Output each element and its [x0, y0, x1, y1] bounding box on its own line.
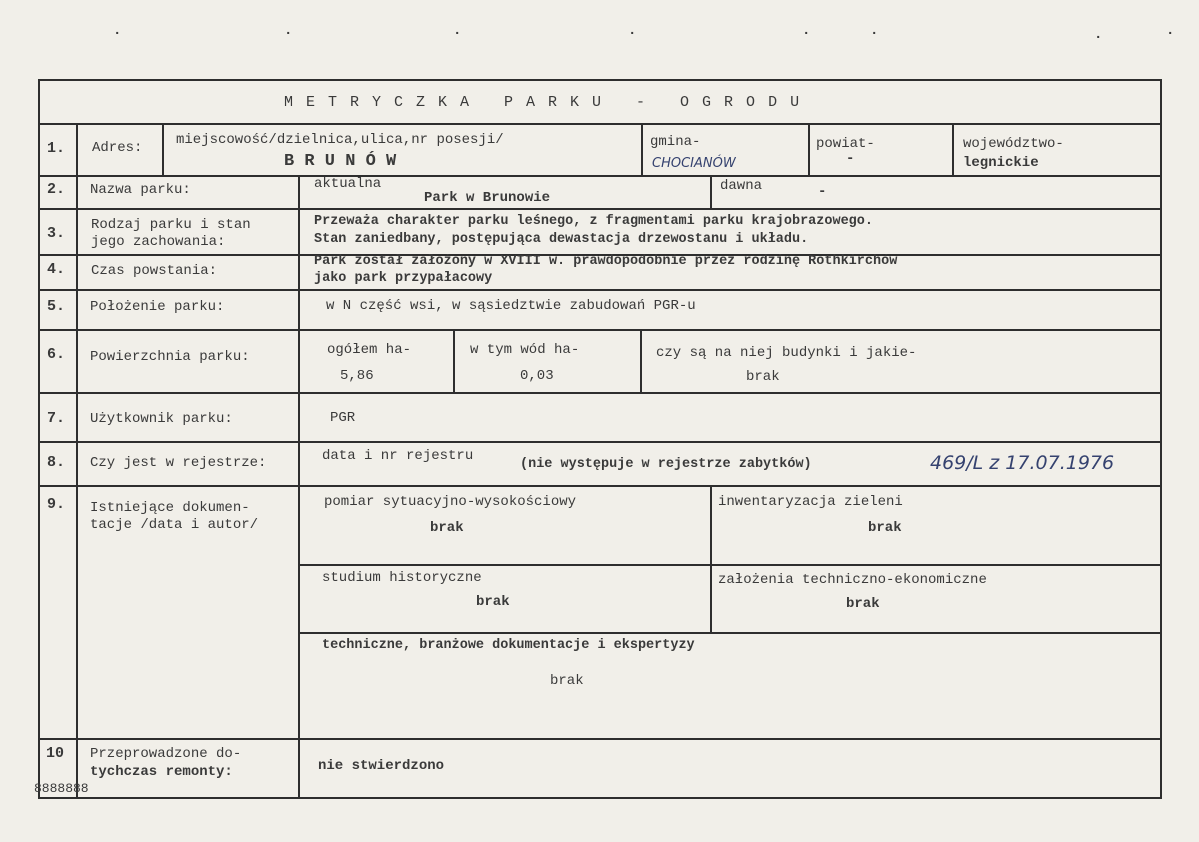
- label-col-divider: [298, 175, 300, 797]
- cell-divider: [641, 123, 643, 175]
- cell-divider: [952, 123, 954, 175]
- buildings-label: czy są na niej budynki i jakie-: [656, 345, 917, 361]
- row-divider: [38, 441, 1162, 443]
- register-status: (nie występuje w rejestrze zabytków): [520, 457, 812, 472]
- row-number: 7.: [47, 410, 66, 427]
- expertise-label: techniczne, branżowe dokumentacje i ekspertyzy: [322, 638, 695, 653]
- expertise-value: brak: [550, 673, 584, 689]
- total-area-label: ogółem ha-: [327, 342, 412, 358]
- location-label: Położenie parku:: [90, 299, 225, 315]
- margin-dot: ·: [870, 26, 879, 42]
- origin-time-label: Czas powstania:: [91, 263, 218, 279]
- row-number: 2.: [47, 181, 66, 198]
- greenery-inventory-label: inwentaryzacja zieleni: [718, 494, 903, 510]
- town-name: B R U N Ó W: [284, 152, 397, 171]
- repairs-value: nie stwierdzono: [318, 758, 445, 774]
- register-number-label: data i nr rejestru: [322, 448, 474, 464]
- row-divider: [38, 392, 1162, 394]
- row-divider: [38, 175, 1162, 177]
- table-border-bottom: [38, 797, 1162, 799]
- total-area-value: 5,86: [340, 368, 374, 384]
- park-name-label: Nazwa parku:: [90, 182, 191, 198]
- address-label: Adres:: [92, 140, 143, 156]
- cell-divider: [640, 329, 642, 392]
- num-col-divider: [76, 123, 78, 797]
- row-number: 4.: [47, 261, 66, 278]
- area-label: Powierzchnia parku:: [90, 349, 250, 365]
- margin-dot: ·: [284, 26, 293, 42]
- row-divider: [38, 738, 1162, 740]
- row-number: 5.: [47, 298, 66, 315]
- row-number: 10: [46, 745, 65, 762]
- row-divider: [38, 289, 1162, 291]
- row-number: 9.: [47, 496, 66, 513]
- register-handwritten-note: 469/L z 17.07.1976: [930, 452, 1115, 474]
- margin-dot: ·: [628, 26, 637, 42]
- location-value: w N część wsi, w sąsiedztwie zabudowań PGR-u: [326, 298, 696, 314]
- row-divider: [38, 329, 1162, 331]
- row-divider: [300, 632, 1162, 634]
- card-title: M E T R Y C Z K A P A R K U - O G R O D U: [284, 94, 802, 111]
- table-border-right: [1160, 79, 1162, 799]
- row-divider: [38, 208, 1162, 210]
- former-name-label: dawna: [720, 178, 763, 194]
- origin-time-value-line1: Park został założony w XVIII w. prawdopodobnie przez rodzinę Rothkirchów: [314, 254, 898, 269]
- cell-divider: [710, 485, 712, 632]
- repairs-label-line2: tychczas remonty:: [90, 764, 233, 780]
- current-name-label: aktualna: [314, 176, 382, 192]
- documentation-label-line1: Istniejące dokumen-: [90, 500, 250, 516]
- economic-assumptions-label: założenia techniczno-ekonomiczne: [718, 572, 987, 588]
- address-hint: miejscowość/dzielnica,ulica,nr posesji/: [176, 132, 504, 148]
- row-number: 1.: [47, 140, 66, 157]
- water-area-value: 0,03: [520, 368, 554, 384]
- row-divider: [300, 564, 1162, 566]
- cell-divider: [710, 175, 712, 208]
- margin-dot: ·: [453, 26, 462, 42]
- survey-value: brak: [430, 520, 464, 536]
- gmina-value: CHOCIANÓW: [652, 156, 736, 171]
- current-name-value: Park w Brunowie: [424, 190, 551, 206]
- gmina-label: gmina-: [650, 134, 701, 150]
- park-type-label-line2: jego zachowania:: [91, 234, 226, 250]
- greenery-inventory-value: brak: [868, 520, 902, 536]
- cell-divider: [808, 123, 810, 175]
- voivodeship-value: legnickie: [963, 155, 1039, 171]
- powiat-value: -: [846, 151, 855, 167]
- park-type-label-line1: Rodzaj parku i stan: [91, 217, 251, 233]
- margin-dot: ·: [1094, 30, 1103, 46]
- stamp-mark: 8888888: [34, 781, 89, 796]
- survey-label: pomiar sytuacyjno-wysokościowy: [324, 494, 577, 510]
- former-name-value: -: [818, 184, 827, 200]
- park-type-value-line2: Stan zaniedbany, postępująca dewastacja drzewostanu i układu.: [314, 232, 809, 247]
- cell-divider: [453, 329, 455, 392]
- margin-dot: ·: [1166, 26, 1175, 42]
- owner-value: PGR: [330, 410, 356, 426]
- table-border-left: [38, 79, 40, 799]
- historical-study-value: brak: [476, 594, 510, 610]
- cell-divider: [162, 123, 164, 175]
- historical-study-label: studium historyczne: [322, 570, 482, 586]
- row-divider: [38, 123, 1162, 125]
- buildings-value: brak: [746, 369, 780, 385]
- margin-dot: ·: [802, 26, 811, 42]
- row-number: 3.: [47, 225, 66, 242]
- repairs-label-line1: Przeprowadzone do-: [90, 746, 242, 762]
- park-type-value-line1: Przeważa charakter parku leśnego, z fragmentami parku krajobrazowego.: [314, 214, 873, 229]
- row-number: 6.: [47, 346, 66, 363]
- voivodeship-label: województwo-: [963, 136, 1064, 152]
- owner-label: Użytkownik parku:: [90, 411, 233, 427]
- register-label: Czy jest w rejestrze:: [90, 455, 267, 471]
- table-border-top: [38, 79, 1162, 81]
- powiat-label: powiat-: [816, 136, 875, 152]
- row-divider: [38, 485, 1162, 487]
- margin-dot: ·: [113, 26, 122, 42]
- row-number: 8.: [47, 454, 66, 471]
- water-area-label: w tym wód ha-: [470, 342, 580, 358]
- documentation-label-line2: tacje /data i autor/: [90, 517, 259, 533]
- origin-time-value-line2: jako park przypałacowy: [314, 271, 493, 286]
- economic-assumptions-value: brak: [846, 596, 880, 612]
